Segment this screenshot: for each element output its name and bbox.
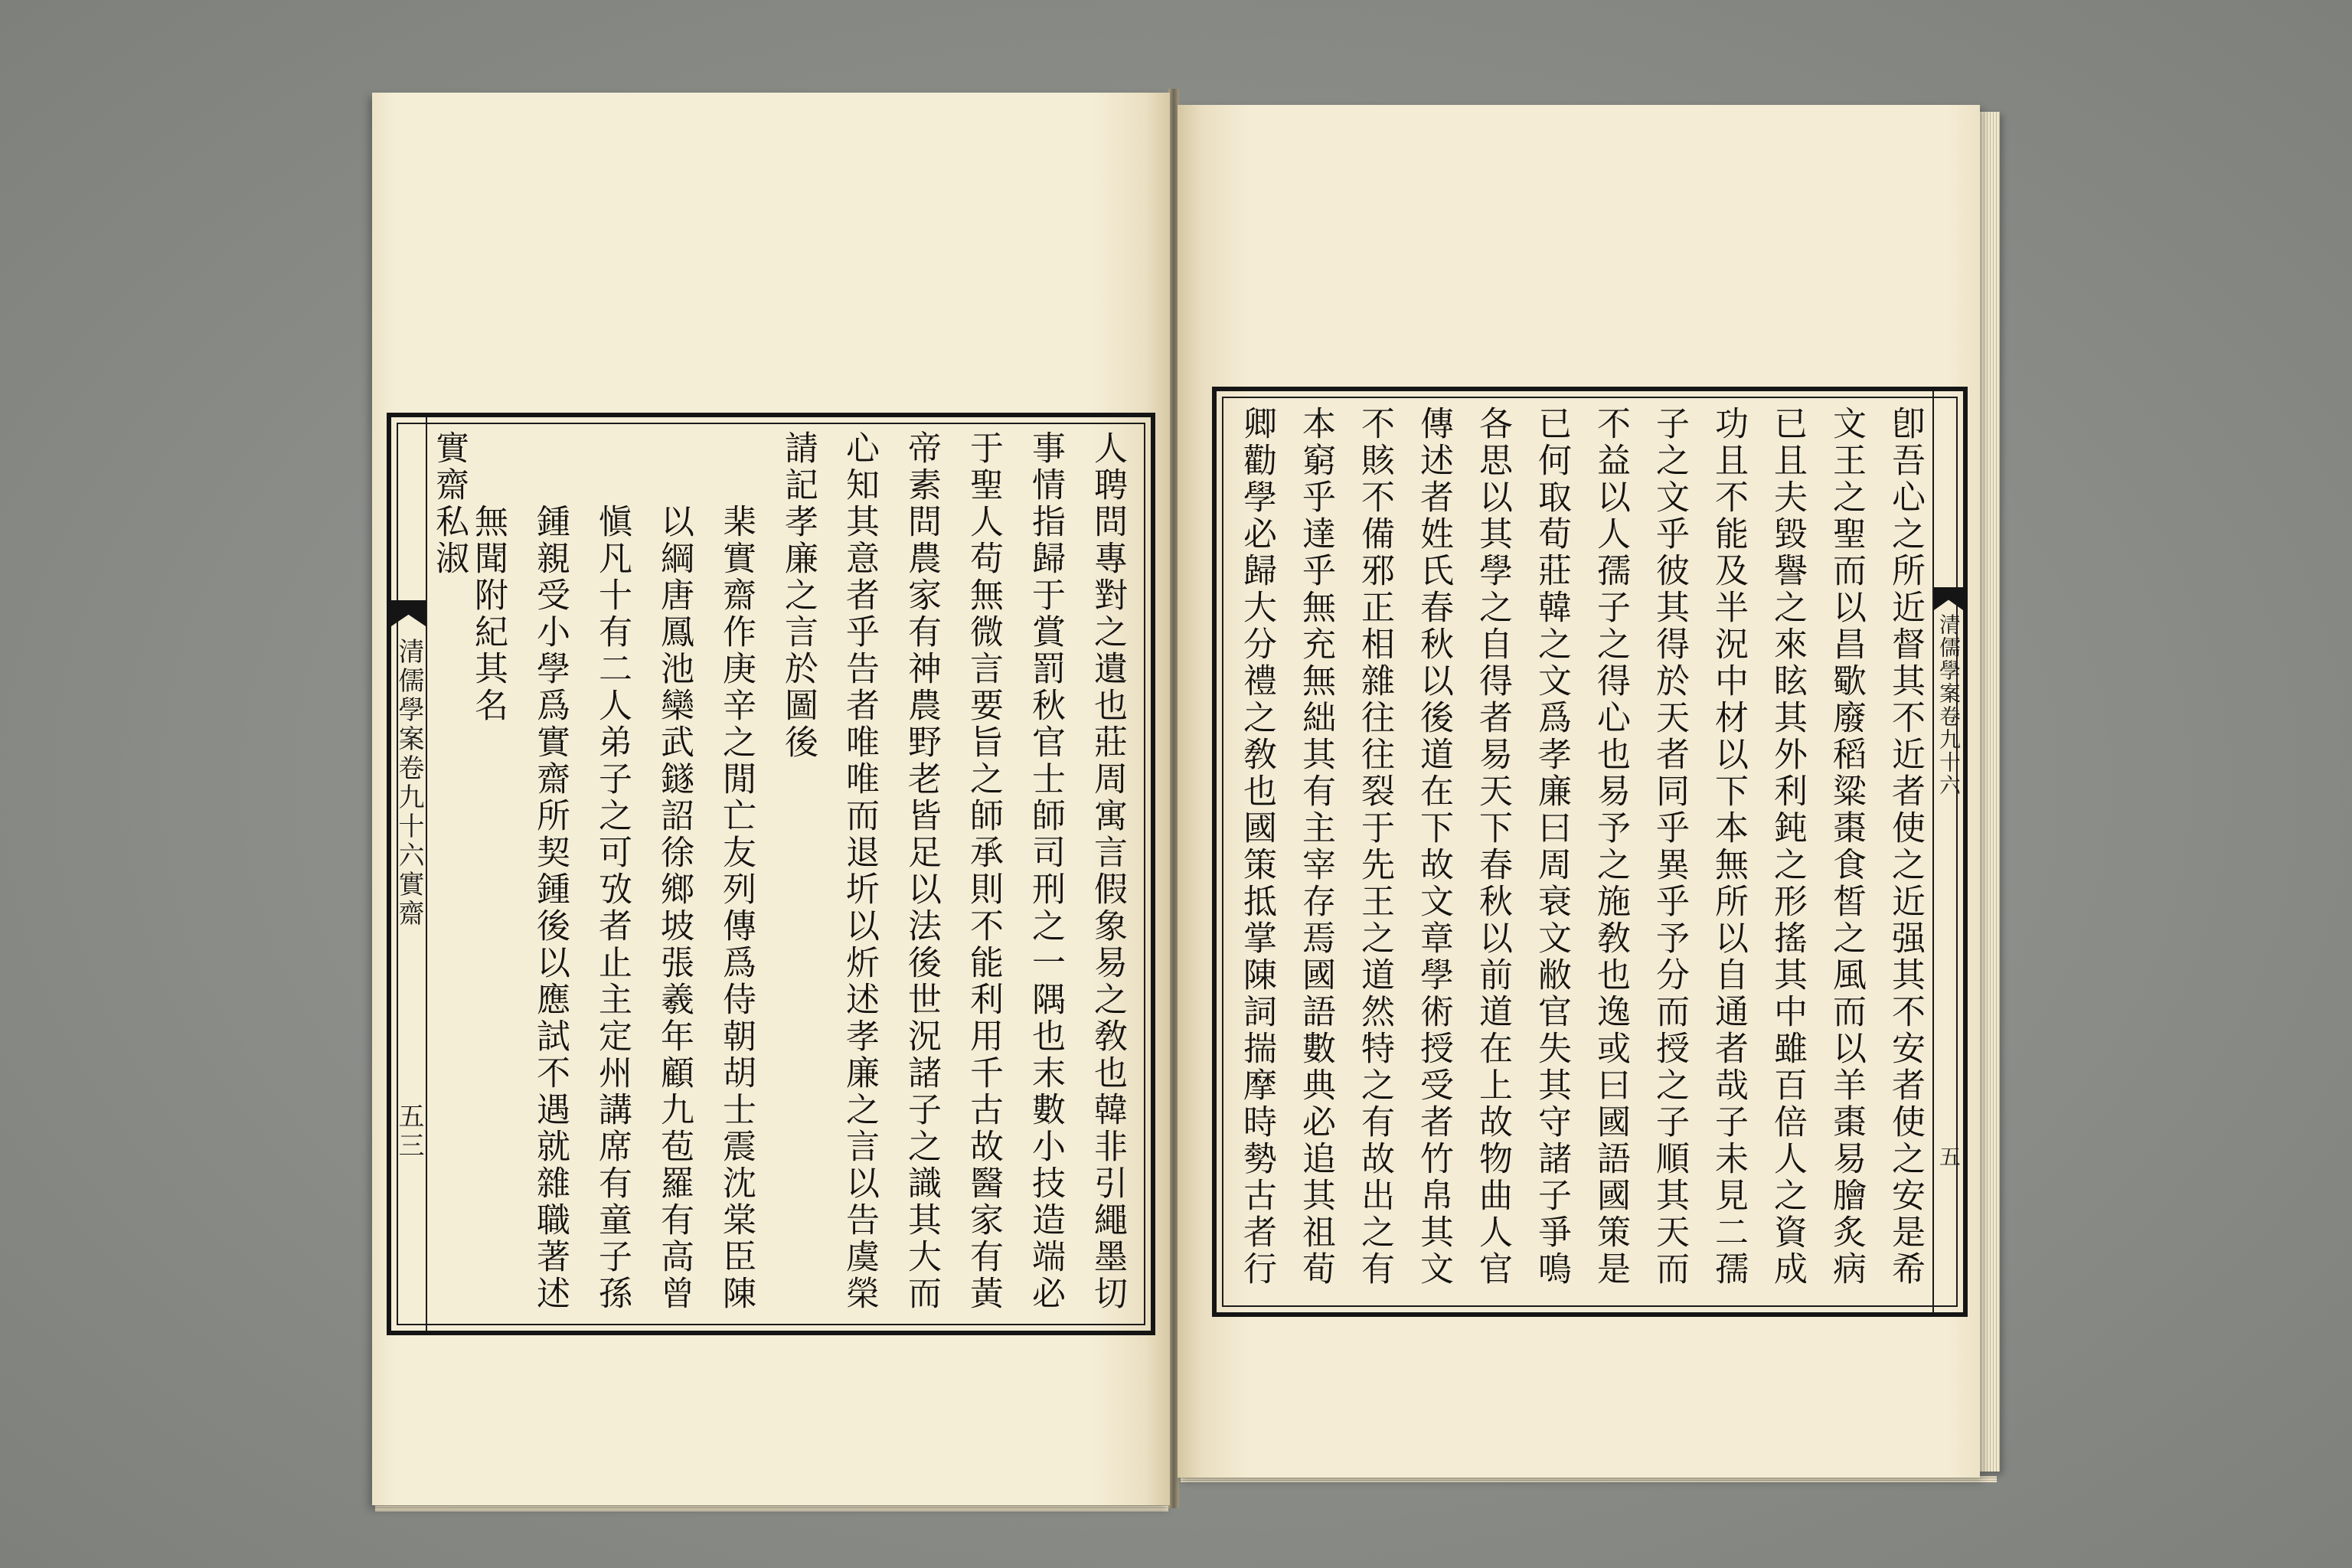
text-column: 以綱唐鳳池欒武鐩詔徐鄉坡張羲年顧九苞羅有高曾 xyxy=(655,504,694,1312)
fish-tail-mark xyxy=(391,600,426,626)
text-column: 傳述者姓氏春秋以後道在下故文章學術授受者竹帛其文 xyxy=(1414,406,1453,1288)
left-page xyxy=(372,93,1170,1505)
text-column: 各思以其學之自得者易天下春秋以前道在上故物曲人官 xyxy=(1473,406,1512,1288)
text-column: 文王之聖而以昌歜廢稻粱棗食皙之風而以羊棗易膾炙病 xyxy=(1827,406,1866,1288)
text-column: 不益以人孺子之得心也易予之施敎也逸或曰國語國策是 xyxy=(1591,406,1630,1288)
text-column: 鍾親受小學爲實齋所契鍾後以應試不遇就雜職著述 xyxy=(531,504,570,1312)
text-column: 棐實齋作庚辛之閒亡友列傳爲侍朝胡士震沈棠臣陳 xyxy=(717,504,756,1312)
right-text-frame xyxy=(1212,387,1968,1317)
fish-tail-mark xyxy=(1934,587,1963,610)
fold-title: 清儒學案卷九十六 xyxy=(1936,613,1962,797)
left-text-frame xyxy=(387,413,1155,1335)
text-column: 不賅不備邪正相雜往往裂于先王之道然特之有故出之有 xyxy=(1355,406,1394,1288)
section-heading: 實齋私淑 xyxy=(430,430,469,577)
text-column: 卿勸學必歸大分禮之敎也國策抵掌陳詞揣摩時勢古者行 xyxy=(1237,406,1276,1288)
right-fore-edge-stack xyxy=(1978,112,2000,1472)
text-column: 事情指歸于賞罰秋官士師司刑之一隅也末數小技造端必 xyxy=(1026,430,1065,1312)
text-column: 本窮乎達乎無充無絀其有主宰存焉國語數典必追其祖荀 xyxy=(1296,406,1335,1288)
text-column: 帝素問農家有神農野老皆足以法後世況諸子之識其大而 xyxy=(902,430,941,1312)
text-column: 無聞附紀其名 xyxy=(469,504,508,724)
text-column: 請記孝廉之言於圖後 xyxy=(779,430,818,761)
text-column: 人聘問專對之遺也莊周寓言假象易之敎也韓非引繩墨切 xyxy=(1088,430,1127,1312)
fold-title: 清儒學案卷九十六實齋 xyxy=(394,638,424,929)
right-page xyxy=(1178,105,1980,1478)
fold-page-number: 五 xyxy=(1936,1145,1962,1168)
text-column: 愼凡十有二人弟子之可攷者止主定州講席有童子孫 xyxy=(593,504,632,1312)
fold-page-number: 五三 xyxy=(394,1102,424,1161)
text-column: 子之文乎彼其得於天者同乎異乎予分而授之子順其天而 xyxy=(1650,406,1689,1288)
fold-divider-line xyxy=(1932,391,1934,1312)
text-column: 已且夫毀譽之來眩其外利鈍之形搖其中雖百倍人之資成 xyxy=(1768,406,1807,1288)
text-column: 已何取荀莊韓之文爲孝廉曰周衰文敝官失其守諸子爭鳴 xyxy=(1532,406,1571,1288)
text-column: 心知其意者乎告者唯唯而退圻以炘述孝廉之言以告虞榮 xyxy=(840,430,879,1312)
text-column: 卽吾心之所近督其不近者使之近强其不安者使之安是希 xyxy=(1886,406,1925,1288)
text-column: 功且不能及半況中材以下本無所以自通者哉子未見二孺 xyxy=(1709,406,1748,1288)
text-column: 于聖人苟無微言要旨之師承則不能利用千古故醫家有黃 xyxy=(964,430,1003,1312)
